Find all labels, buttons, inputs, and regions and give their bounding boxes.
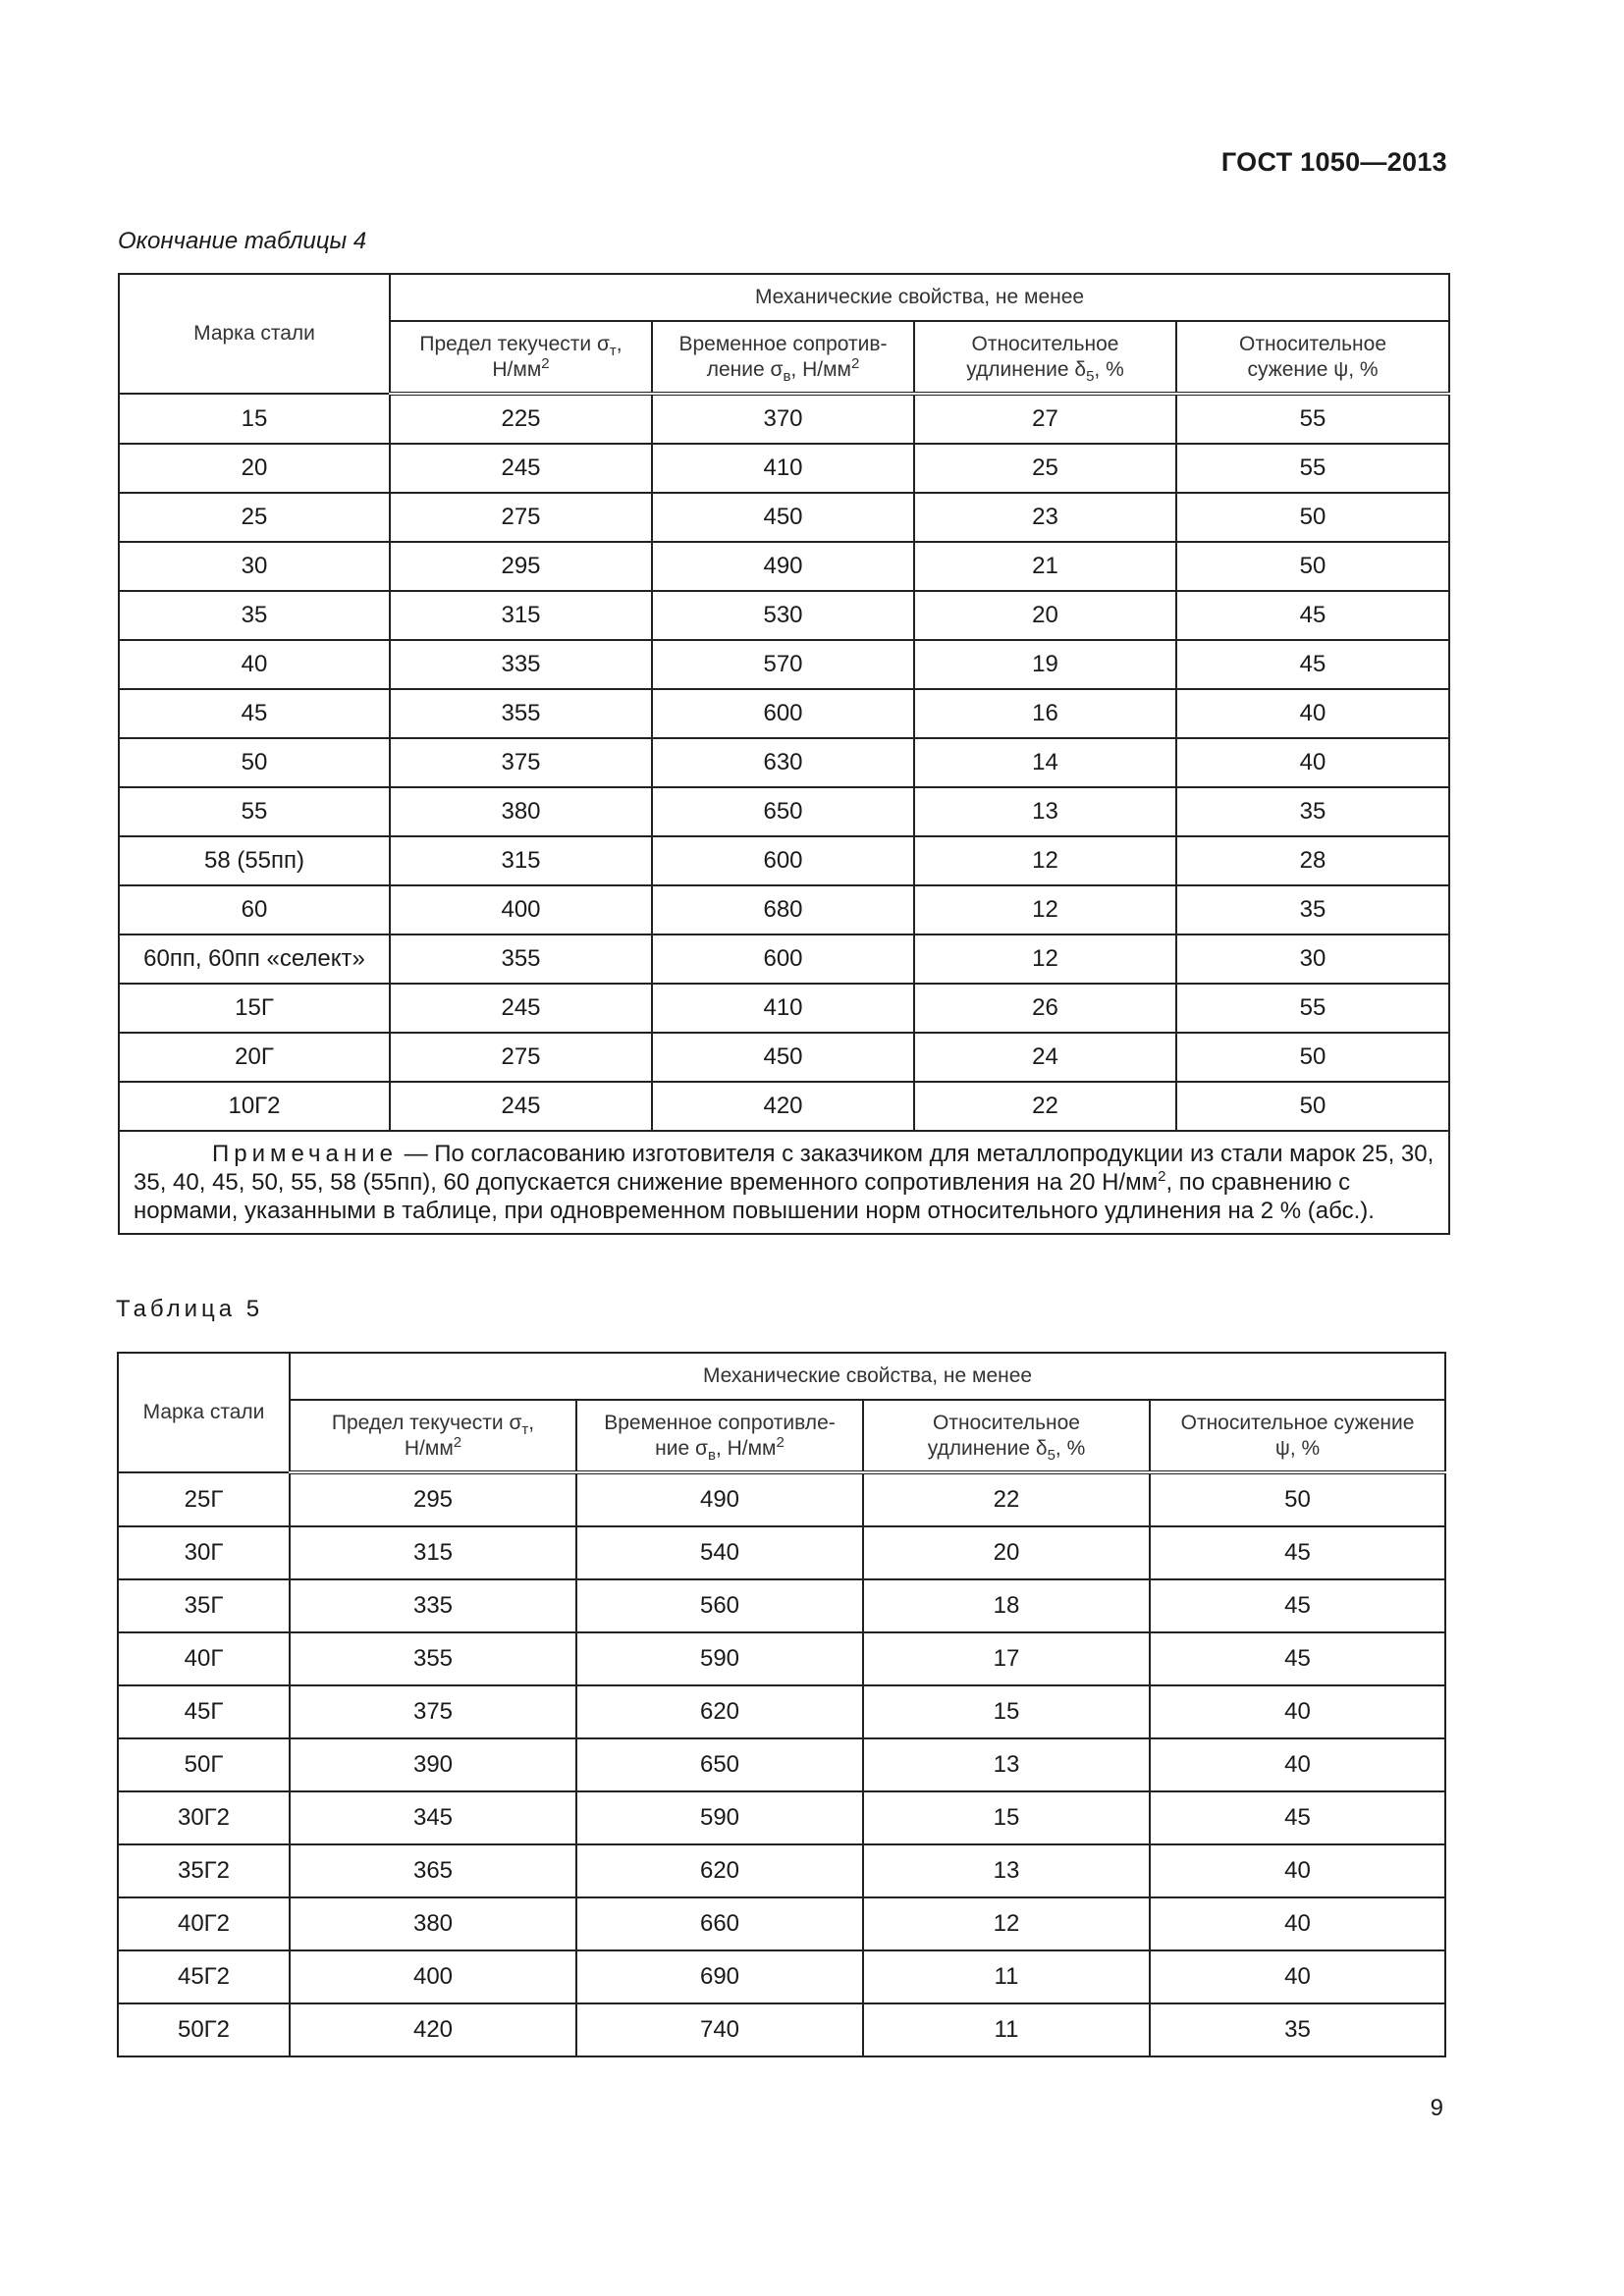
value-cell: 28	[1176, 836, 1449, 885]
steel-grade-cell: 45Г2	[118, 1950, 290, 2003]
value-cell: 11	[863, 2003, 1150, 2056]
value-cell: 24	[914, 1033, 1176, 1082]
table-row	[119, 934, 1449, 984]
steel-grade-cell: 40	[119, 640, 390, 689]
steel-grade-cell: 15Г	[119, 984, 390, 1033]
value-cell: 315	[290, 1526, 576, 1579]
value-cell: 19	[914, 640, 1176, 689]
steel-grade-cell: 35	[119, 591, 390, 640]
value-cell: 690	[576, 1950, 863, 2003]
table-row	[119, 689, 1449, 738]
value-cell: 365	[290, 1844, 576, 1897]
steel-grade-cell: 40Г2	[118, 1897, 290, 1950]
value-cell: 375	[290, 1685, 576, 1738]
steel-grade-cell: 15	[119, 394, 390, 444]
table-row	[118, 1950, 1445, 2003]
value-cell: 245	[390, 1082, 652, 1131]
value-cell: 45	[1150, 1632, 1445, 1685]
steel-grade-cell: 20	[119, 444, 390, 493]
document-code: ГОСТ 1050—2013	[1220, 147, 1447, 177]
value-cell: 12	[914, 885, 1176, 934]
value-cell: 370	[652, 394, 914, 444]
table5-header-reduction: Относительное сужение ψ, %	[1150, 1400, 1445, 1472]
table5-header-tensile: Временное сопротивле- ние $\sigma_в$, $Н/мм^2$	[576, 1400, 863, 1472]
steel-grade-cell: 25	[119, 493, 390, 542]
value-cell: 295	[290, 1472, 576, 1526]
value-cell: 18	[863, 1579, 1150, 1632]
value-cell: 335	[390, 640, 652, 689]
value-cell: 540	[576, 1526, 863, 1579]
value-cell: 16	[914, 689, 1176, 738]
table-row	[118, 1685, 1445, 1738]
value-cell: 21	[914, 542, 1176, 591]
value-cell: 420	[652, 1082, 914, 1131]
value-cell: 20	[914, 591, 1176, 640]
value-cell: 50	[1150, 1472, 1445, 1526]
value-cell: 27	[914, 394, 1176, 444]
value-cell: 400	[390, 885, 652, 934]
table5-header-group: Механические свойства, не менее	[290, 1353, 1445, 1400]
steel-grade-cell: 20Г	[119, 1033, 390, 1082]
value-cell: 740	[576, 2003, 863, 2056]
value-cell: 45	[1150, 1526, 1445, 1579]
steel-grade-cell: 45	[119, 689, 390, 738]
table-row	[119, 738, 1449, 787]
value-cell: 17	[863, 1632, 1150, 1685]
table4-header-group: Механические свойства, не менее	[390, 274, 1449, 321]
steel-grade-cell: 50	[119, 738, 390, 787]
value-cell: 25	[914, 444, 1176, 493]
value-cell: 315	[390, 591, 652, 640]
steel-grade-cell: 45Г	[118, 1685, 290, 1738]
value-cell: 55	[1176, 984, 1449, 1033]
value-cell: 40	[1176, 689, 1449, 738]
steel-grade-cell: 30Г	[118, 1526, 290, 1579]
value-cell: 50	[1176, 542, 1449, 591]
table-row	[118, 1897, 1445, 1950]
value-cell: 50	[1176, 493, 1449, 542]
table5-caption: Таблица 5	[116, 1296, 264, 1322]
value-cell: 40	[1150, 1738, 1445, 1791]
table-row	[119, 493, 1449, 542]
value-cell: 40	[1150, 1897, 1445, 1950]
value-cell: 410	[652, 444, 914, 493]
value-cell: 380	[290, 1897, 576, 1950]
value-cell: 275	[390, 1033, 652, 1082]
table5	[117, 1352, 1446, 2057]
value-cell: 55	[1176, 444, 1449, 493]
table-row	[118, 1632, 1445, 1685]
steel-grade-cell: 30	[119, 542, 390, 591]
value-cell: 660	[576, 1897, 863, 1950]
value-cell: 390	[290, 1738, 576, 1791]
value-cell: 630	[652, 738, 914, 787]
value-cell: 225	[390, 394, 652, 444]
value-cell: 12	[914, 934, 1176, 984]
value-cell: 620	[576, 1685, 863, 1738]
table5-header-yield: Предел текучести $\sigma_т$, $Н/мм^2$	[290, 1400, 576, 1472]
steel-grade-cell: 30Г2	[118, 1791, 290, 1844]
value-cell: 355	[390, 689, 652, 738]
table4-header-tensile: Временное сопротив- ление $\sigma_в$, $Н/мм^2$	[652, 321, 914, 394]
steel-grade-cell: 25Г	[118, 1472, 290, 1526]
value-cell: 380	[390, 787, 652, 836]
value-cell: 375	[390, 738, 652, 787]
value-cell: 650	[576, 1738, 863, 1791]
value-cell: 590	[576, 1791, 863, 1844]
table4-note: Примечание — По согласованию изготовителя с заказчиком для металлопродукции из стали марок 25, 30, 35, 40, 45, 50, 55, 58 (55пп), 60 допускается снижение временного сопротивления на 20 $Н/мм^2$, по сравнению с нормами, указанными в таблице, при одновременном повышении норм относительного удлинения на 2 % (абс.).	[119, 1131, 1449, 1234]
table4-header-elongation: Относительное удлинение $\delta_5$, %	[914, 321, 1176, 394]
table-row	[119, 885, 1449, 934]
value-cell: 335	[290, 1579, 576, 1632]
value-cell: 12	[914, 836, 1176, 885]
value-cell: 20	[863, 1526, 1150, 1579]
value-cell: 295	[390, 542, 652, 591]
value-cell: 45	[1150, 1791, 1445, 1844]
value-cell: 590	[576, 1632, 863, 1685]
table-row	[119, 1033, 1449, 1082]
value-cell: 345	[290, 1791, 576, 1844]
value-cell: 13	[863, 1738, 1150, 1791]
value-cell: 30	[1176, 934, 1449, 984]
value-cell: 620	[576, 1844, 863, 1897]
value-cell: 15	[863, 1685, 1150, 1738]
value-cell: 650	[652, 787, 914, 836]
table-row	[118, 1472, 1445, 1526]
table-row	[119, 640, 1449, 689]
value-cell: 12	[863, 1897, 1150, 1950]
steel-grade-cell: 50Г2	[118, 2003, 290, 2056]
table-row	[118, 1738, 1445, 1791]
value-cell: 450	[652, 493, 914, 542]
value-cell: 40	[1150, 1685, 1445, 1738]
table-row	[119, 444, 1449, 493]
value-cell: 400	[290, 1950, 576, 2003]
value-cell: 560	[576, 1579, 863, 1632]
steel-grade-cell: 60пп, 60пп «селект»	[119, 934, 390, 984]
steel-grade-cell: 60	[119, 885, 390, 934]
table-row	[119, 591, 1449, 640]
table4-body	[119, 394, 1449, 1131]
value-cell: 26	[914, 984, 1176, 1033]
value-cell: 245	[390, 444, 652, 493]
value-cell: 35	[1176, 885, 1449, 934]
value-cell: 245	[390, 984, 652, 1033]
page-number: 9	[1430, 2095, 1443, 2121]
table4-header-reduction: Относительное сужение ψ, %	[1176, 321, 1449, 394]
value-cell: 35	[1150, 2003, 1445, 2056]
table-row	[119, 542, 1449, 591]
value-cell: 40	[1176, 738, 1449, 787]
value-cell: 315	[390, 836, 652, 885]
value-cell: 14	[914, 738, 1176, 787]
value-cell: 490	[576, 1472, 863, 1526]
value-cell: 23	[914, 493, 1176, 542]
table-row	[118, 1579, 1445, 1632]
steel-grade-cell: 35Г	[118, 1579, 290, 1632]
value-cell: 40	[1150, 1950, 1445, 2003]
value-cell: 22	[914, 1082, 1176, 1131]
value-cell: 11	[863, 1950, 1150, 2003]
value-cell: 22	[863, 1472, 1150, 1526]
note-label: Примечание	[212, 1141, 398, 1167]
steel-grade-cell: 40Г	[118, 1632, 290, 1685]
table4-caption: Окончание таблицы 4	[118, 228, 367, 254]
table-row	[118, 1526, 1445, 1579]
table-row	[119, 984, 1449, 1033]
value-cell: 35	[1176, 787, 1449, 836]
value-cell: 600	[652, 689, 914, 738]
value-cell: 570	[652, 640, 914, 689]
table4-header-yield: Предел текучести $\sigma_т$, $Н/мм^2$	[390, 321, 652, 394]
value-cell: 600	[652, 836, 914, 885]
steel-grade-cell: 50Г	[118, 1738, 290, 1791]
value-cell: 13	[863, 1844, 1150, 1897]
value-cell: 13	[914, 787, 1176, 836]
value-cell: 680	[652, 885, 914, 934]
value-cell: 45	[1150, 1579, 1445, 1632]
value-cell: 15	[863, 1791, 1150, 1844]
table-row	[119, 836, 1449, 885]
table-row	[119, 394, 1449, 444]
table-row	[118, 1791, 1445, 1844]
steel-grade-cell: 58 (55пп)	[119, 836, 390, 885]
value-cell: 600	[652, 934, 914, 984]
value-cell: 355	[290, 1632, 576, 1685]
value-cell: 450	[652, 1033, 914, 1082]
table5-body	[118, 1472, 1445, 2056]
value-cell: 50	[1176, 1033, 1449, 1082]
table4-header-steel-grade: Марка стали	[119, 274, 390, 394]
value-cell: 420	[290, 2003, 576, 2056]
table-row	[118, 1844, 1445, 1897]
value-cell: 50	[1176, 1082, 1449, 1131]
steel-grade-cell: 10Г2	[119, 1082, 390, 1131]
value-cell: 45	[1176, 640, 1449, 689]
steel-grade-cell: 55	[119, 787, 390, 836]
value-cell: 55	[1176, 394, 1449, 444]
table-row	[118, 2003, 1445, 2056]
table5-header-steel-grade: Марка стали	[118, 1353, 290, 1472]
table-row	[119, 1082, 1449, 1131]
table-row	[119, 787, 1449, 836]
value-cell: 355	[390, 934, 652, 984]
value-cell: 530	[652, 591, 914, 640]
value-cell: 40	[1150, 1844, 1445, 1897]
steel-grade-cell: 35Г2	[118, 1844, 290, 1897]
value-cell: 45	[1176, 591, 1449, 640]
value-cell: 410	[652, 984, 914, 1033]
table5-header-elongation: Относительное удлинение $\delta_5$, %	[863, 1400, 1150, 1472]
table4	[118, 273, 1450, 1235]
value-cell: 275	[390, 493, 652, 542]
value-cell: 490	[652, 542, 914, 591]
